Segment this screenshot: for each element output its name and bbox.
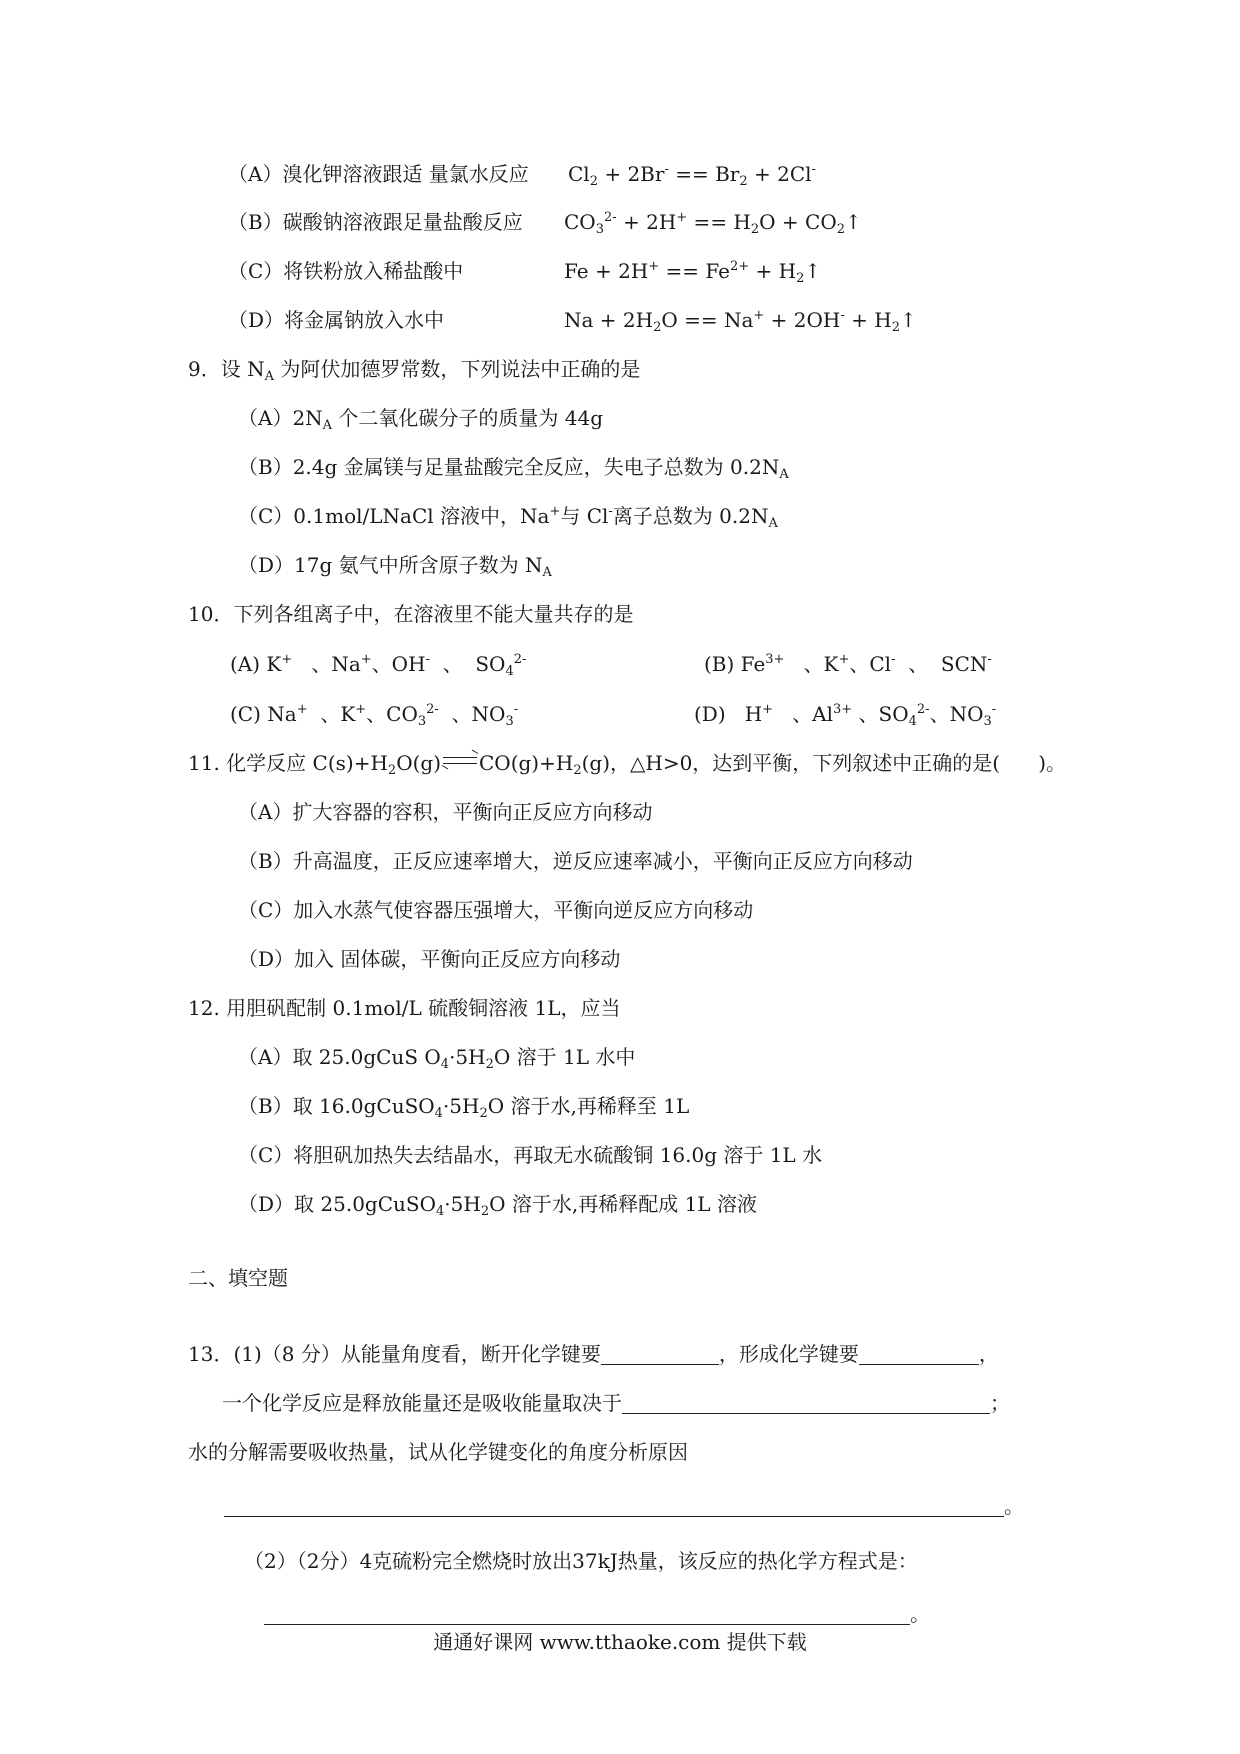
- q12-stem: 12. 用胆矾配制 0.1mol/L 硫酸铜溶液 1L，应当: [188, 996, 621, 1020]
- answer-blank-break-bonds[interactable]: [601, 1342, 719, 1365]
- q11-option-a: （A）扩大容器的容积，平衡向正反应方向移动: [238, 800, 653, 824]
- q12-option-c: （C）将胆矾加热失去结晶水，再取无水硫酸铜 16.0g 溶于 1L 水: [238, 1143, 823, 1167]
- answer-blank-form-bonds[interactable]: [859, 1342, 979, 1365]
- q8-option-c-label: （C）将铁粉放入稀盐酸中: [228, 259, 464, 283]
- q8-option-b-equation: $CO_3^{2-} + 2H^+ == H_2O$ + $CO_2↑$: [564, 210, 862, 237]
- q9-stem: 9．设 $N_A$ 为阿伏加德罗常数，下列说法中正确的是: [188, 357, 641, 384]
- q13-line-3: 水的分解需要吸收热量，试从化学键变化的角度分析原因: [188, 1440, 688, 1464]
- q11-stem-right: $CO(g)+H_2(g)$，△H>0，达到平衡，下列叙述中正确的是( )。: [479, 751, 1067, 778]
- section-title: 二、填空题: [188, 1266, 288, 1290]
- q8-option-a-label: （A）溴化钾溶液跟适 量氯水反应: [228, 162, 529, 186]
- q9-option-a: $(A)2N_A$ 个二氧化碳分子的质量为 44g: [238, 406, 604, 433]
- q13-line-2: [222, 1389, 1010, 1417]
- q10-option-c: (C) Na+ 、K+、$CO_3^{2-}$ 、$NO_3^-$: [230, 702, 519, 729]
- q8-option-c-equation: $Fe + 2H^+ == Fe^{2+}$ + $H_2↑$: [564, 259, 822, 286]
- q10-option-b: (B) $Fe^{3+}$ 、K+、Cl- 、 SCN-: [704, 652, 992, 676]
- q11-option-c: （C）加入水蒸气使容器压强增大，平衡向逆反应方向移动: [238, 898, 754, 922]
- q13-line-6: [264, 1600, 930, 1628]
- q13-line-1: [188, 1340, 999, 1368]
- q11-option-d: （D）加入 固体碳，平衡向正反应方向移动: [238, 947, 621, 971]
- q13-text-period-2: 。: [910, 1602, 930, 1626]
- q10-stem: 10．下列各组离子中，在溶液里不能大量共存的是: [188, 602, 634, 626]
- q12-option-d: （D）取 $25.0gCuSO_4\cdot 5H_2O$ 溶于水,再稀释配成 1L 溶液: [238, 1192, 757, 1219]
- q10-option-d: (D) H+ 、$Al^{3+}$ 、$SO_4^{2-}$、$NO_3^-$: [694, 702, 997, 729]
- q9-option-c: （C）0.1mol/LNaCl 溶液中，Na+与 Cl-离子总数为 $0.2N_A$: [238, 504, 778, 531]
- q8-option-b-label: （B）碳酸钠溶液跟足量盐酸反应: [228, 210, 523, 234]
- answer-blank-thermochemical-equation[interactable]: [264, 1602, 910, 1625]
- q13-text-depends-on: 一个化学反应是释放能量还是吸收能量取决于: [222, 1391, 622, 1415]
- answer-blank-depends-on[interactable]: [622, 1391, 990, 1414]
- q11-option-b: （B）升高温度，正反应速率增大，逆反应速率减小，平衡向正反应方向移动: [238, 849, 913, 873]
- q8-option-d-equation: $Na + 2H_2O == Na^+ + 2OH^-$ + $H_2↑$: [564, 308, 917, 335]
- q8-option-a-equation: $Cl_2 + 2Br^- == Br_2 + 2Cl^-$: [568, 162, 816, 189]
- q11-stem: [188, 749, 1066, 777]
- q10-option-a: (A) K+ 、Na+、OH- 、 $SO_4^{2-}$: [230, 652, 527, 679]
- q12-option-a: （A）取 25.0gCuS $O_4\cdot 5H_2O$ 溶于 1L 水中: [238, 1045, 636, 1072]
- q13-text-break-bonds: 13．(1)（8 分）从能量角度看，断开化学键要: [188, 1342, 601, 1366]
- answer-blank-reason[interactable]: [224, 1494, 1004, 1517]
- q13-text-semicolon: ；: [990, 1391, 1010, 1415]
- q13-text-form-bonds: ，形成化学键要: [718, 1342, 859, 1366]
- q13-line-5: （2）（2分）4克硫粉完全燃烧时放出37kJ热量，该反应的热化学方程式是：: [244, 1549, 918, 1573]
- q8-option-d-label: （D）将金属钠放入水中: [228, 308, 445, 332]
- q13-line-4: [224, 1492, 1024, 1520]
- q11-stem-left: 11. 化学反应 $C(s)+H_2O(g)$: [188, 751, 441, 778]
- q9-option-d: （D）17g 氨气中所含原子数为 $N_A$: [238, 553, 552, 580]
- q9-option-b: （B）2.4g 金属镁与足量盐酸完全反应，失电子总数为 $0.2N_A$: [238, 455, 789, 482]
- page-footer: 通通好课网 www.tthaoke.com 提供下载: [433, 1630, 807, 1654]
- q13-text-comma: ，: [978, 1342, 999, 1366]
- q13-text-period-1: 。: [1004, 1494, 1024, 1518]
- reversible-arrow-icon: [443, 754, 477, 768]
- q12-option-b: （B）取 $16.0gCuSO_4\cdot 5H_2O$ 溶于水,再稀释至 1L: [238, 1094, 690, 1121]
